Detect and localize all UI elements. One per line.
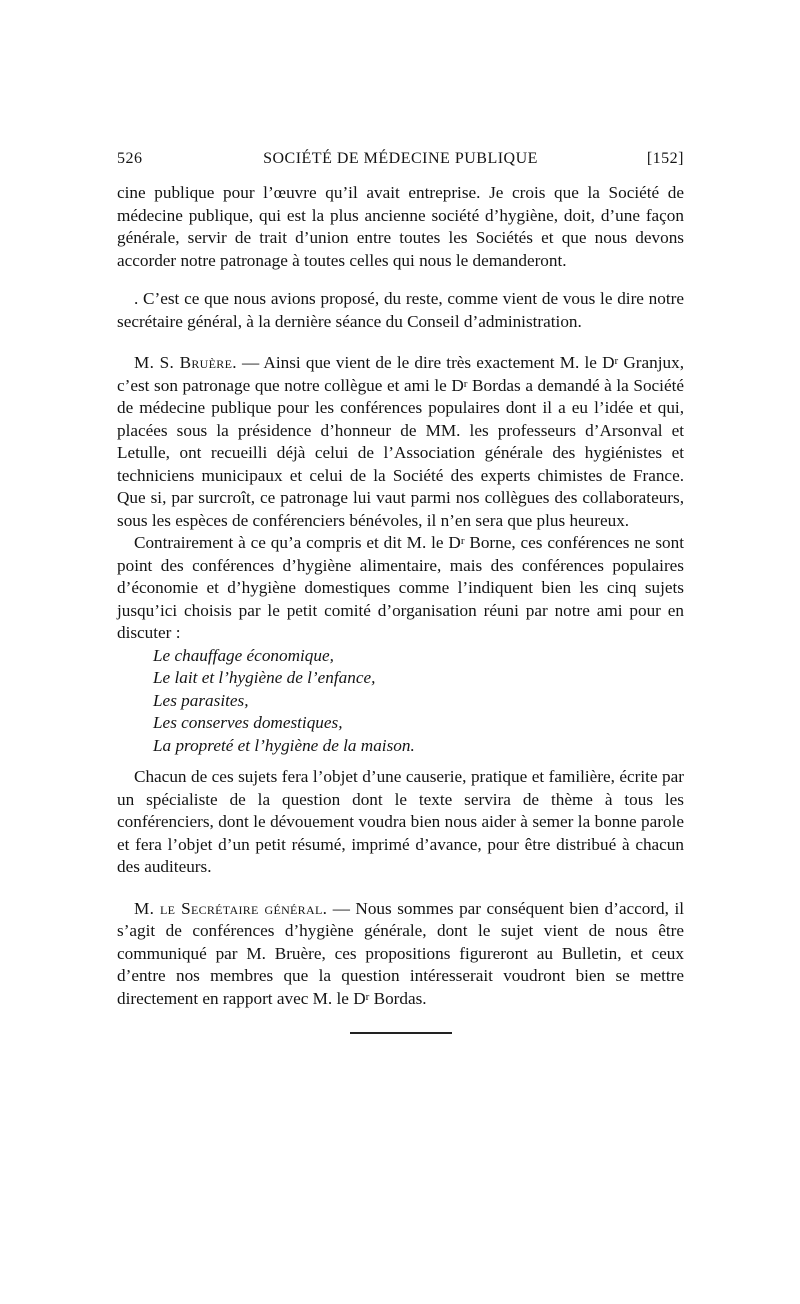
list-item: La propreté et l’hygiène de la maison. — [153, 735, 415, 755]
topic-list — [153, 645, 684, 758]
paragraph-bruere — [117, 352, 684, 532]
paragraph-text: Bordas. — [369, 988, 427, 1008]
list-item: Les parasites, — [153, 690, 249, 710]
list-item: Le lait et l’hygiène de l’enfance, — [153, 668, 376, 687]
paragraph-text: Granjux, c’est son patronage que notre collègue et ami le D — [117, 353, 684, 395]
superscript: r — [365, 990, 370, 1003]
superscript: r — [614, 355, 619, 367]
paragraph-contrary — [117, 532, 684, 645]
paragraph-causerie: Chacun de ces sujets fera l’objet d’une causerie, pratique et familière, écrite par un spécialiste de la question dont le texte servira de thème à tous les conférenciers, dont le dévouement voudra bien nous aider à semer la bonne parole et fera l’objet d’un petit résumé, imprimé d’avance, pour être distribué à chacun des auditeurs. — [117, 767, 684, 876]
speaker-name: M. le Secrétaire général. — [134, 898, 328, 918]
paragraph-continuation: cine publique pour l’œuvre qu’il avait entreprise. Je crois que la Société de médecine publique, qui est la plus ancienne société d’hygiène, doit, d’une façon générale, servir de trait d’union entre toutes les Sociétés et que nous devons accorder notre patronage à toutes celles qui nous le demanderont. — [117, 183, 684, 270]
paragraph-text: Contrairement à ce qu’a compris et dit M. le D — [134, 533, 461, 552]
paragraph-proposal: . C’est ce que nous avions proposé, du reste, comme vient de vous le dire notre secrétaire général, à la dernière séance du Conseil d’administration. — [117, 289, 684, 331]
superscript: r — [460, 535, 465, 547]
running-title: SOCIÉTÉ DE MÉDECINE PUBLIQUE — [263, 150, 538, 167]
closing-rule — [350, 1032, 452, 1034]
document-page — [117, 150, 684, 1034]
list-item: Les conserves domestiques, — [153, 713, 343, 732]
paragraph-text: — Ainsi que vient de le dire très exactement M. le D — [236, 353, 615, 372]
paragraph-text: Bordas a demandé à la Société de médecine publique pour les conférences populaires dont il a eu l’idée et qui, placées sous la présidence d’honneur de MM. les professeurs d’Arsonval et Letulle, ont recueilli déjà celui de l’Association générale des hygiénistes et techniciens municipaux et celui de la Société des experts chimistes de France. Que si, par surcroît, ce patronage lui vaut parmi nos collègues des collaborateurs, sous les espèces de conférenciers bénévoles, il n’en sera que plus heureux. — [117, 375, 684, 530]
paragraph-text: — Nous sommes par conséquent bien d’accord, il s’agit de conférences d’hygiène générale, dont le sujet vient de nous être communiqué par M. Bruère, ces propositions figureront au Bulletin, et ceux d’entre nos membres que la question intéresserait voudront bien se mettre directement en rapport avec M. le D — [117, 898, 684, 1008]
speaker-name: M. S. Bruère. — [134, 353, 237, 372]
list-item: Le chauffage économique, — [153, 645, 334, 665]
superscript: r — [463, 377, 468, 390]
body-text — [117, 182, 684, 1010]
running-header — [117, 150, 684, 174]
paragraph-secretary — [117, 898, 684, 1011]
page-number: 526 — [117, 150, 143, 167]
bracket-number: [152] — [646, 150, 684, 167]
paragraph-text: Borne, ces conférences ne sont point des conférences d’hygiène alimentaire, mais des conférences populaires d’économie et d’hygiène domestiques comme l’indiquent bien les cinq sujets jusqu’ici choisis par le petit comité d’organisation réuni par notre ami pour en discuter : — [117, 533, 684, 642]
